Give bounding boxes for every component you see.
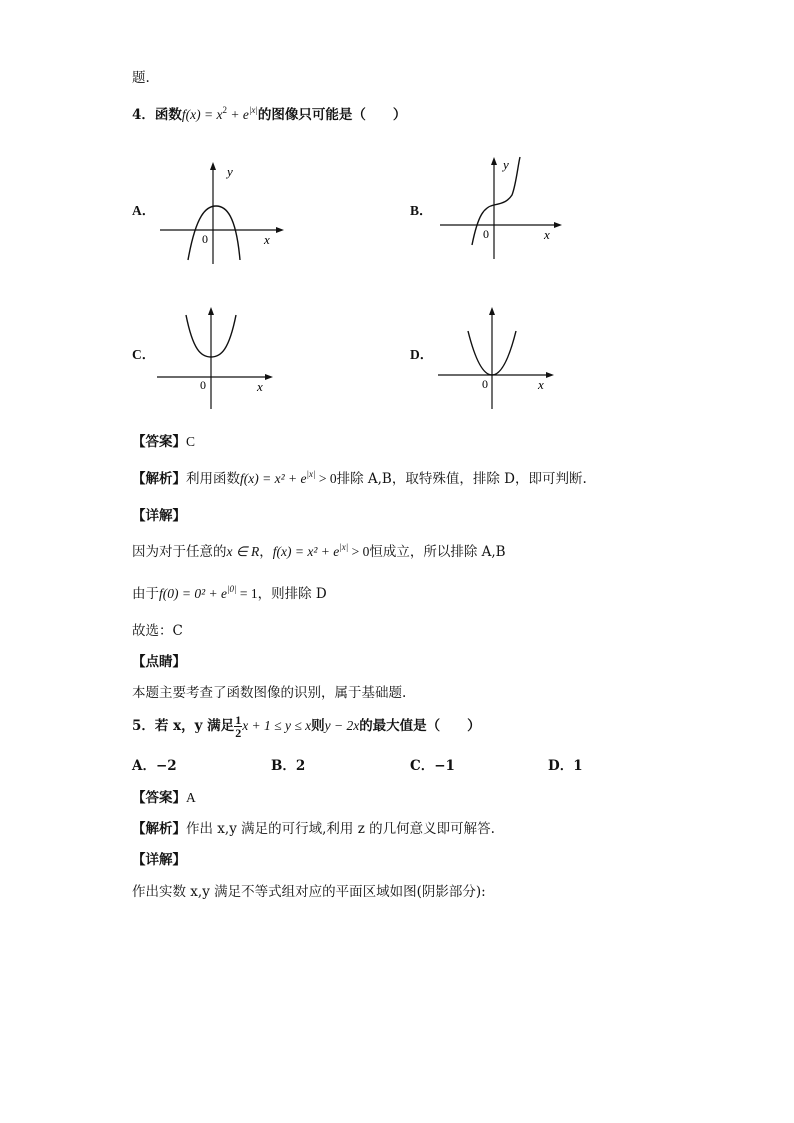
x-axis-arrow xyxy=(276,227,284,233)
detail-4-line-1-formula: f(x) = x² + e xyxy=(272,544,340,559)
question-5 xyxy=(132,714,481,739)
origin-label: 0 xyxy=(482,377,488,391)
option-c-graph xyxy=(157,305,287,419)
option-5-a: A．−2 xyxy=(132,758,177,774)
question-4-sup-abs: |x| xyxy=(248,105,258,115)
answer-4-value: C xyxy=(186,434,196,449)
detail-4-line-1-sup: |x| xyxy=(339,542,349,552)
answer-4-tag: 【答案】 xyxy=(132,434,186,450)
option-a-label: A． xyxy=(132,203,156,218)
detail-5-line-1: 作出实数 x,y 满足不等式组对应的平面区域如图(阴影部分): xyxy=(132,884,486,900)
x-axis-arrow xyxy=(546,372,554,378)
detail-4-line-2-sup: |0| xyxy=(227,584,237,594)
analysis-4-pre: 利用函数 xyxy=(186,471,240,487)
option-b-label: B． xyxy=(410,203,433,218)
option-b-curve xyxy=(472,157,520,245)
analysis-5-tag: 【解析】 xyxy=(132,821,186,837)
x-axis-label: x xyxy=(257,379,263,394)
option-a-graph xyxy=(160,160,290,269)
detail-4-line-1 xyxy=(132,540,506,560)
analysis-5 xyxy=(132,817,495,837)
analysis-4-sup: |x| xyxy=(306,469,316,479)
y-axis-label: y xyxy=(503,157,509,172)
x-axis-arrow xyxy=(554,222,562,228)
option-5-c: C．−1 xyxy=(410,758,455,774)
question-5-tail: 的最大值是（ ） xyxy=(359,718,481,734)
detail-4-line-1-post: 恒成立，所以排除 A,B xyxy=(369,544,506,560)
y-axis-arrow xyxy=(489,307,495,315)
y-axis-arrow xyxy=(208,307,214,315)
option-c-label: C． xyxy=(132,347,156,362)
option-b-graph xyxy=(440,155,570,269)
question-4-func-name: f xyxy=(181,107,186,122)
answer-5-value: A xyxy=(186,790,196,805)
detail-4-tag: 【详解】 xyxy=(132,508,186,524)
x-axis-label: x xyxy=(264,232,270,247)
remark-4-text: 本题主要考查了函数图像的识别，属于基础题. xyxy=(132,685,407,701)
analysis-5-text: 作出 x,y 满足的可行域,利用 z 的几何意义即可解答. xyxy=(186,821,495,837)
option-a-curve xyxy=(188,206,240,260)
question-4 xyxy=(132,103,406,123)
analysis-4 xyxy=(132,467,587,487)
detail-4-line-1-gt: > 0 xyxy=(348,544,370,559)
question-4-sup2: 2 xyxy=(222,105,228,115)
analysis-4-formula: f(x) = x² + e xyxy=(240,471,307,486)
detail-4-line-2-post: ，则排除 D xyxy=(257,586,327,602)
analysis-4-gt: > 0 xyxy=(315,471,337,486)
question-4-func-arg: (x) xyxy=(185,107,201,122)
question-4-func-eq: = x xyxy=(200,107,223,122)
y-axis-arrow xyxy=(210,162,216,170)
detail-4-line-2-eq: = 1 xyxy=(236,586,258,601)
question-5-mid: 则 xyxy=(311,718,325,734)
option-d-graph xyxy=(438,305,568,419)
answer-5-tag: 【答案】 xyxy=(132,790,186,806)
option-d-label: D． xyxy=(410,347,434,362)
question-4-number: 4．函数 xyxy=(132,107,182,123)
analysis-4-post: 排除 A,B，取特殊值，排除 D，即可判断. xyxy=(336,471,587,487)
answer-4 xyxy=(132,430,195,450)
detail-4-line-1-pre: 因为对于任意的 xyxy=(132,544,227,560)
x-axis-arrow xyxy=(265,374,273,380)
detail-4-line-1-comma: ， xyxy=(259,544,273,560)
question-5-pre: 5．若 x，y 满足 xyxy=(132,718,235,734)
detail-4-line-2-formula: f(0) = 0² + e xyxy=(159,586,228,601)
detail-4-line-1-set: x ∈ R xyxy=(226,544,260,559)
question-4-tail: 的图像只可能是（ ） xyxy=(257,107,407,123)
remark-4-tag: 【点睛】 xyxy=(132,654,186,670)
question-5-frac-den: 2 xyxy=(235,726,242,740)
y-axis-arrow xyxy=(491,157,497,165)
answer-5 xyxy=(132,786,196,806)
detail-4-line-2-pre: 由于 xyxy=(132,586,159,602)
x-axis-label: x xyxy=(538,377,544,392)
y-axis-label: y xyxy=(227,164,233,179)
option-5-b: B．2 xyxy=(271,758,306,774)
top-fragment: 题. xyxy=(132,70,150,86)
question-5-expr: y − 2x xyxy=(324,718,360,733)
question-5-fraction xyxy=(234,714,242,739)
question-5-frac-num: 1 xyxy=(235,713,242,727)
question-4-plus-e: + e xyxy=(227,107,249,122)
detail-5-tag: 【详解】 xyxy=(132,852,186,868)
detail-4-line-3: 故选：C xyxy=(132,623,183,639)
analysis-4-tag: 【解析】 xyxy=(132,471,186,487)
option-5-d: D．1 xyxy=(548,758,583,774)
origin-label: 0 xyxy=(483,227,489,241)
x-axis-label: x xyxy=(544,227,550,242)
detail-4-line-2 xyxy=(132,582,327,602)
origin-label: 0 xyxy=(202,232,208,246)
origin-label: 0 xyxy=(200,378,206,392)
question-5-inequality: x + 1 ≤ y ≤ x xyxy=(242,718,312,733)
